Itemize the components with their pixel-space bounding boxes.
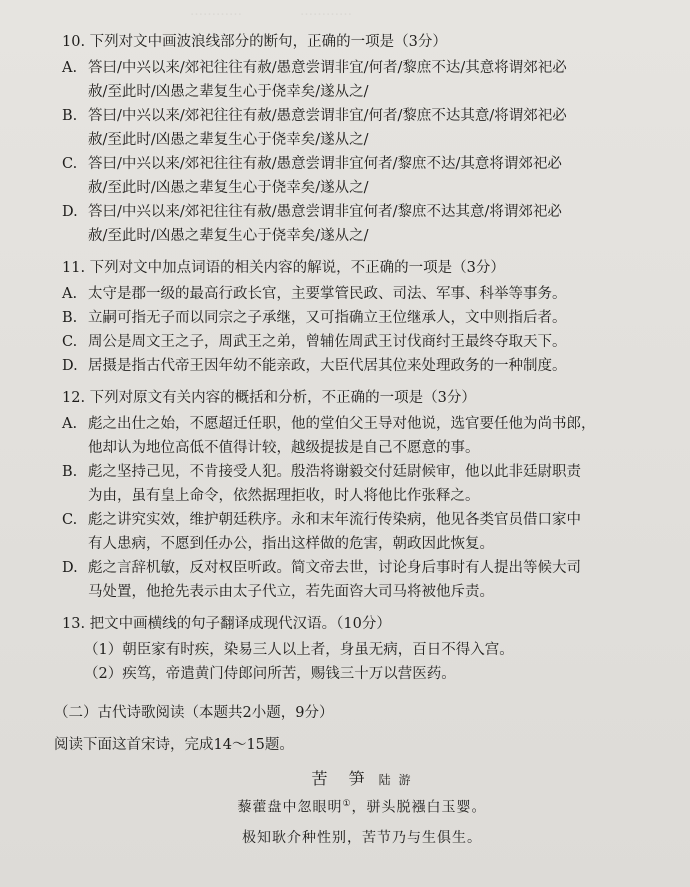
question-title: 12. 下列对原文有关内容的概括和分析，不正确的一项是（3分）: [62, 390, 476, 406]
poem-title: 苦 笋 陆 游: [311, 769, 413, 788]
question-10: [62, 30, 662, 248]
translation-item-1: （1）朝臣家有时疾，染易三人以上者，身虽无病，百日不得入宫。: [84, 642, 514, 658]
option-c: C. 彪之讲究实效，维护朝廷秩序。永和末年流行传染病，他见各类官员借口家中 有人患病，不愿到任办公，指出这样做的危害，朝政因此恢复。: [62, 512, 581, 552]
option-a: A. 答曰/中兴以来/郊祀往往有赦/愚意尝谓非宜/何者/黎庶不达/其意将谓郊祀必 赦/至此时/凶愚之辈复生心于侥幸矣/遂从之/: [62, 60, 567, 100]
option-d: D. 答曰/中兴以来/郊祀往往有赦/愚意尝谓非宜何者/黎庶不达其意/将谓郊祀必 赦/至此时/凶愚之辈复生心于侥幸矣/遂从之/: [62, 204, 562, 244]
bleed-through-text: …………: [300, 4, 352, 19]
question-12: [62, 386, 662, 604]
question-title: 11. 下列对文中加点词语的相关内容的解说，不正确的一项是（3分）: [62, 260, 505, 276]
option-c: C. 答曰/中兴以来/郊祀往往有赦/愚意尝谓非宜何者/黎庶不达/其意将谓郊祀必 赦/至此时/凶愚之辈复生心于侥幸矣/遂从之/: [62, 156, 562, 196]
option-c: C. 周公是周文王之子，周武王之弟，曾辅佐周武王讨伐商纣王最终夺取天下。: [62, 334, 567, 350]
bleed-through-text: …………: [190, 4, 242, 19]
option-a: A. 彪之出仕之始，不愿超迁任职，他的堂伯父王导对他说，选官要任他为尚书郎， 他却认为地位高低不值得计较，越级提拔是自己不愿意的事。: [62, 416, 596, 456]
option-b: B. 彪之坚持己见，不肯接受人犯。殷浩将谢毅交付廷尉候审，他以此非廷尉职责 为由，虽有皇上命令，依然据理拒收，时人将他比作张释之。: [62, 464, 581, 504]
poem-author: 陆 游: [378, 773, 413, 787]
poem-line-1: 藜藿盘中忽眼明①，骈头脱襁白玉婴。: [237, 799, 487, 816]
section-heading: （二）古代诗歌阅读（本题共2小题，9分）: [54, 705, 334, 721]
footnote-marker: ①: [342, 799, 352, 809]
poem-line-2: 极知耿介种性别，苦节乃与生俱生。: [242, 829, 482, 846]
option-d: D. 居摄是指古代帝王因年幼不能亲政，大臣代居其位来处理政务的一种制度。: [62, 358, 567, 374]
question-11: [62, 256, 662, 378]
exam-content: [54, 30, 662, 853]
option-b: B. 答曰/中兴以来/郊祀往往有赦/愚意尝谓非宜/何者/黎庶不达其意/将谓郊祀必 赦/至此时/凶愚之辈复生心于侥幸矣/遂从之/: [62, 108, 567, 148]
question-title: 13. 把文中画横线的句子翻译成现代汉语。（10分）: [62, 616, 391, 632]
option-b: B. 立嗣可指无子而以同宗之子承继，又可指确立王位继承人，文中则指后者。: [62, 310, 567, 326]
section-instruction: 阅读下面这首宋诗，完成14～15题。: [54, 737, 294, 753]
option-d: D. 彪之言辞机敏，反对权臣听政。简文帝去世，讨论身后事时有人提出等候大司 马处置，他抢先表示由太子代立，若先面咨大司马将被他斥责。: [62, 560, 581, 600]
translation-item-2: （2）疾笃，帝遣黄门侍郎问所苦，赐钱三十万以营医药。: [84, 666, 456, 682]
question-title: 10. 下列对文中画波浪线部分的断句，正确的一项是（3分）: [62, 34, 447, 50]
option-a: A. 太守是郡一级的最高行政长官，主要掌管民政、司法、军事、科举等事务。: [62, 286, 567, 302]
question-13: [62, 612, 662, 686]
